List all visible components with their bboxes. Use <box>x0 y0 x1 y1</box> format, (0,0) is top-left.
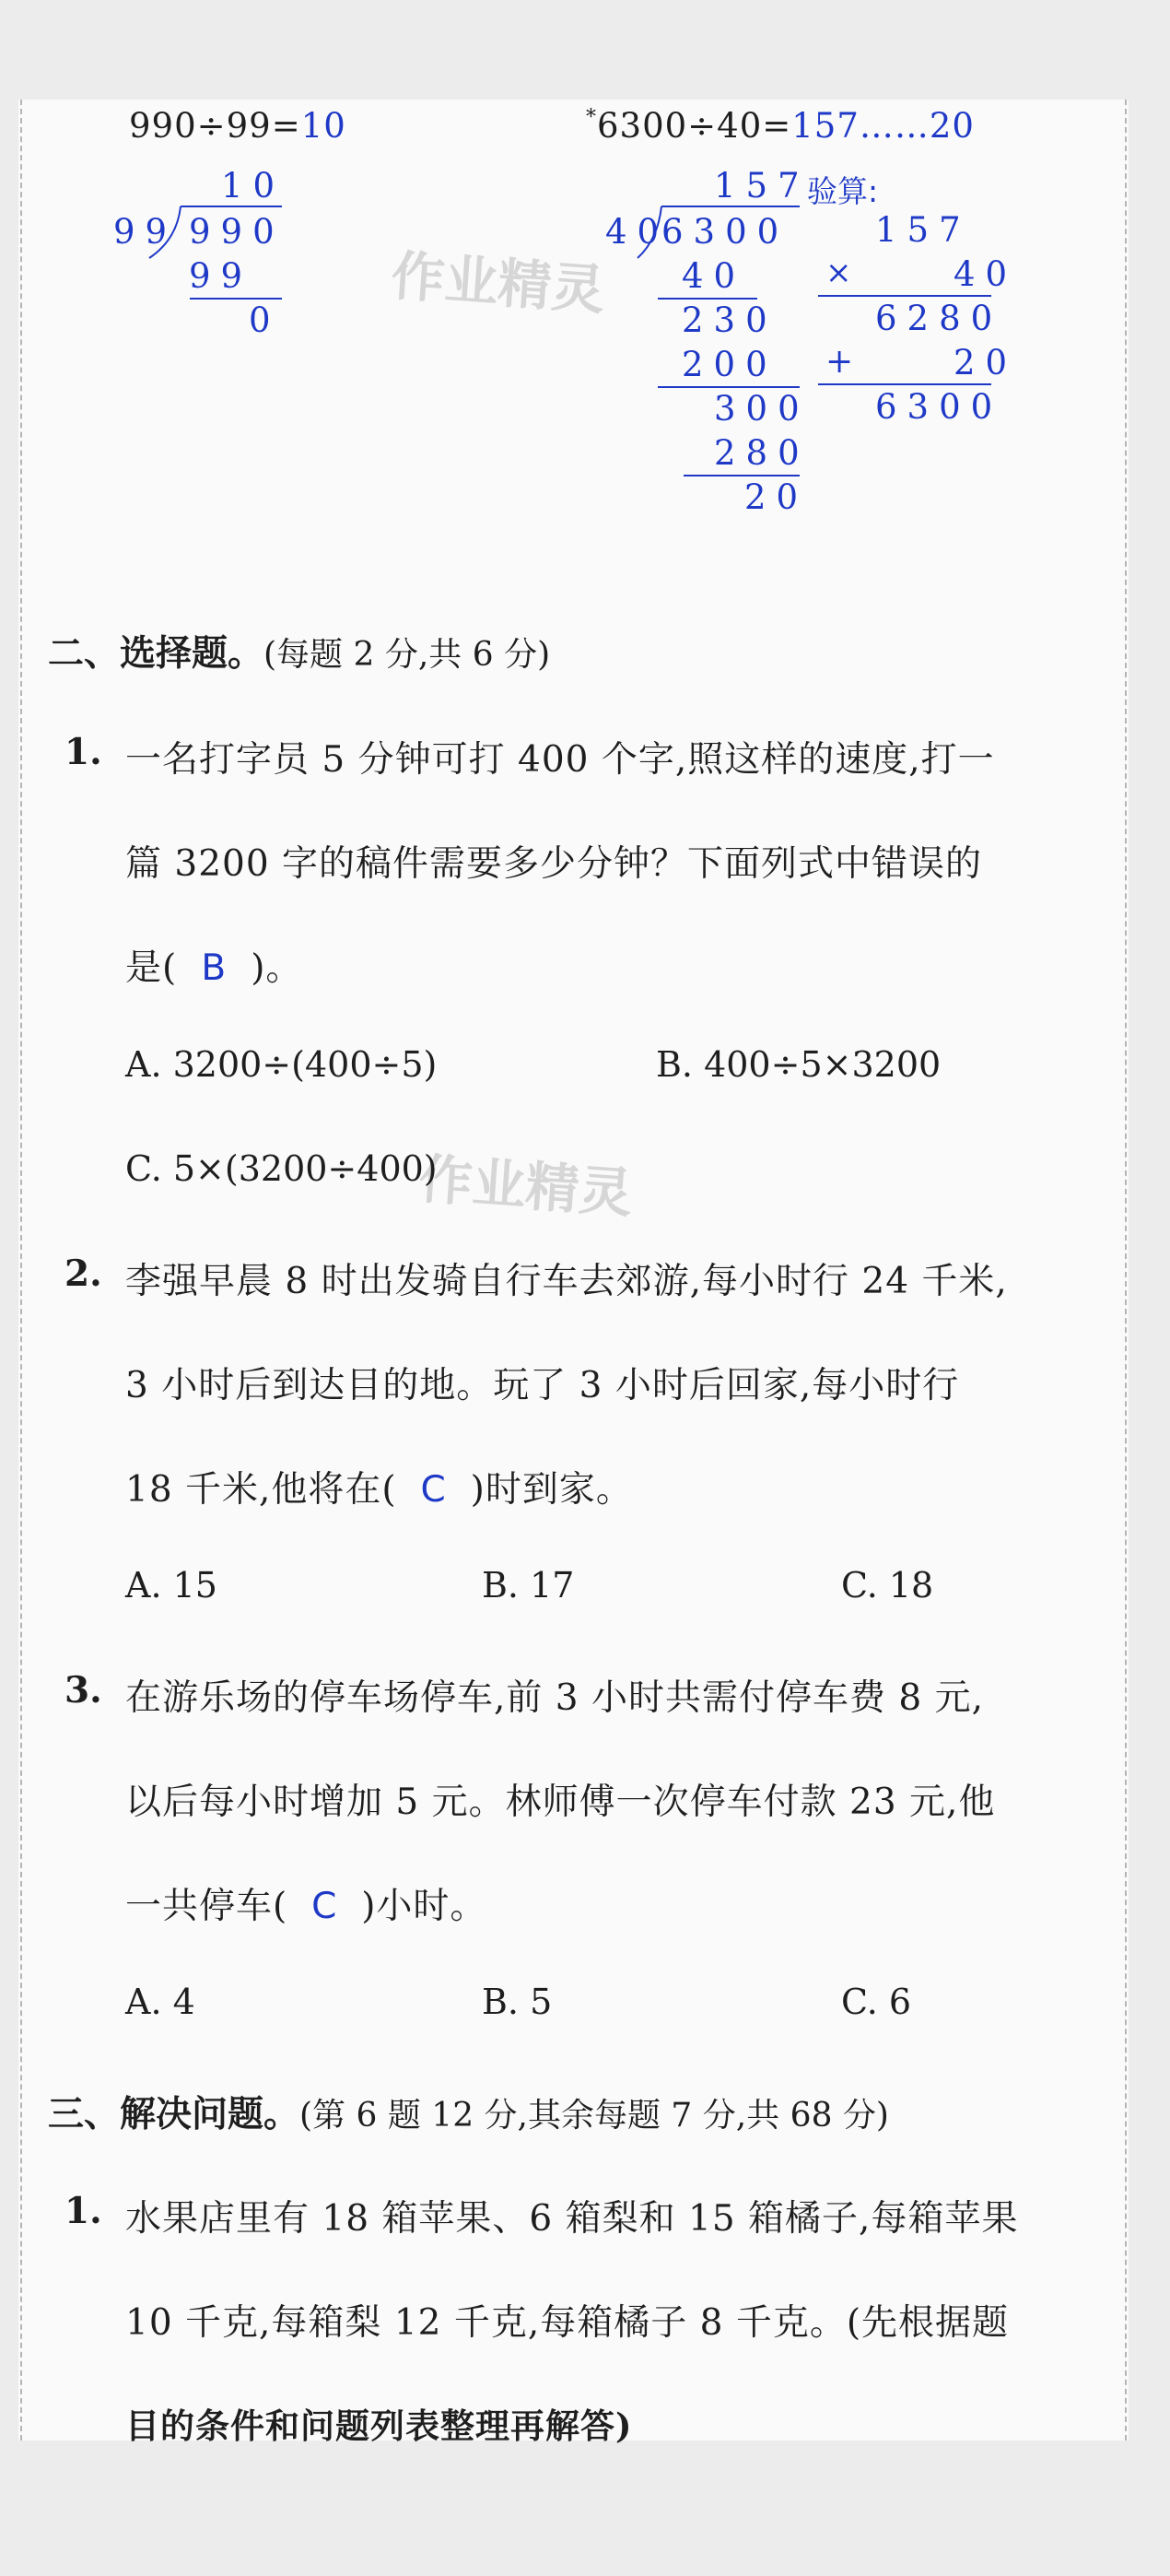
calc2-step: 280 <box>714 433 810 473</box>
calc1-quotient: 10 <box>221 166 286 206</box>
calc2-step: 200 <box>682 345 778 384</box>
option-c: C. 18 <box>841 1565 934 1606</box>
option-a: A. 15 <box>125 1565 217 1606</box>
check-label: 验算: <box>807 173 879 209</box>
calc2-remainder: 20 <box>744 477 809 517</box>
check-multiplicand: 157 <box>875 210 971 250</box>
calc1-equation: 990÷99=10 <box>129 106 346 146</box>
question-answer-line: 一共停车( C )小时。 <box>125 1886 487 1927</box>
check-line-2 <box>818 383 991 385</box>
question-text-line: 篇 3200 字的稿件需要多少分钟？下面列式中错误的 <box>125 843 983 885</box>
question-number: 3. <box>64 1669 102 1711</box>
question-number: 2. <box>64 1253 102 1295</box>
check-sum: 6300 <box>875 387 1003 427</box>
section2-points: (每题 2 分,共 6 分) <box>263 636 551 674</box>
section3-heading: 三、解决问题。(第 6 题 12 分,其余每题 7 分,共 68 分) <box>48 2093 889 2135</box>
answer-b: B <box>201 947 228 989</box>
question-text-line: 李强早晨 8 时出发骑自行车去郊游,每小时行 24 千米, <box>125 1261 1008 1302</box>
right-dashed-border <box>1125 100 1127 2441</box>
calc2-dividend: 6300 <box>661 212 790 252</box>
check-line-1 <box>818 295 991 297</box>
question-text-line: 水果店里有 18 箱苹果、6 箱梨和 15 箱橘子,每箱苹果 <box>125 2198 1019 2240</box>
calc2-step: 300 <box>714 389 810 429</box>
option-c: C. 5×(3200÷400) <box>125 1148 438 1189</box>
question-text-line: 以后每小时增加 5 元。林师傅一次停车付款 23 元,他 <box>125 1782 996 1823</box>
question-answer-line: 是( B )。 <box>125 947 303 989</box>
question-text-line: 在游乐场的停车场停车,前 3 小时共需付停车费 8 元, <box>125 1677 985 1719</box>
option-b: B. 17 <box>482 1565 575 1606</box>
calc1-divisor: 99 <box>113 212 178 252</box>
question-answer-line: 18 千米,他将在( C )时到家。 <box>125 1469 633 1511</box>
option-a: A. 3200÷(400÷5) <box>125 1044 438 1085</box>
section2-heading: 二、选择题。(每题 2 分,共 6 分) <box>48 632 551 675</box>
calc1-result: 10 <box>300 106 346 146</box>
option-b: B. 400÷5×3200 <box>656 1044 942 1085</box>
option-b: B. 5 <box>482 1982 553 2022</box>
check-addend: 20 <box>954 343 1018 382</box>
calc2-quotient: 157 <box>714 166 810 206</box>
question-number: 1. <box>64 2190 102 2232</box>
calc1-dividend: 990 <box>189 212 285 252</box>
check-multiplier: 40 <box>954 254 1018 294</box>
calc1-division-bracket <box>147 205 286 304</box>
times-sign: × <box>825 254 852 291</box>
option-c: C. 6 <box>841 1982 912 2022</box>
answer-c: C <box>311 1886 338 1927</box>
calc1-remainder: 0 <box>249 300 281 340</box>
left-dashed-border <box>20 100 22 2441</box>
watermark: 作业精灵 <box>416 1147 635 1225</box>
question-text-line: 目的条件和问题列表整理再解答) <box>125 2405 633 2446</box>
option-a: A. 4 <box>125 1982 195 2022</box>
watermark: 作业精灵 <box>389 243 607 322</box>
question-number: 1. <box>64 731 102 773</box>
answer-c: C <box>420 1469 447 1511</box>
calc2-equation: *6300÷40=157……20 <box>586 106 975 146</box>
check-product: 6280 <box>875 299 1003 338</box>
calc2-result: 157……20 <box>791 106 975 146</box>
calc1-product: 99 <box>189 256 253 296</box>
calc2-division-bracket <box>636 205 811 518</box>
question-text-line: 10 千克,每箱梨 12 千克,每箱橘子 8 千克。(先根据题 <box>125 2302 1010 2344</box>
question-text-line: 一名打字员 5 分钟可打 400 个字,照这样的速度,打一 <box>125 739 995 781</box>
calc2-step: 230 <box>682 300 778 340</box>
question-text-line: 3 小时后到达目的地。玩了 3 小时后回家,每小时行 <box>125 1365 960 1406</box>
section3-points: (第 6 题 12 分,其余每题 7 分,共 68 分) <box>299 2097 889 2135</box>
star-mark: * <box>586 106 597 129</box>
plus-sign: + <box>825 343 854 381</box>
calc2-divisor: 40 <box>605 212 670 252</box>
calc2-step: 40 <box>682 256 746 296</box>
